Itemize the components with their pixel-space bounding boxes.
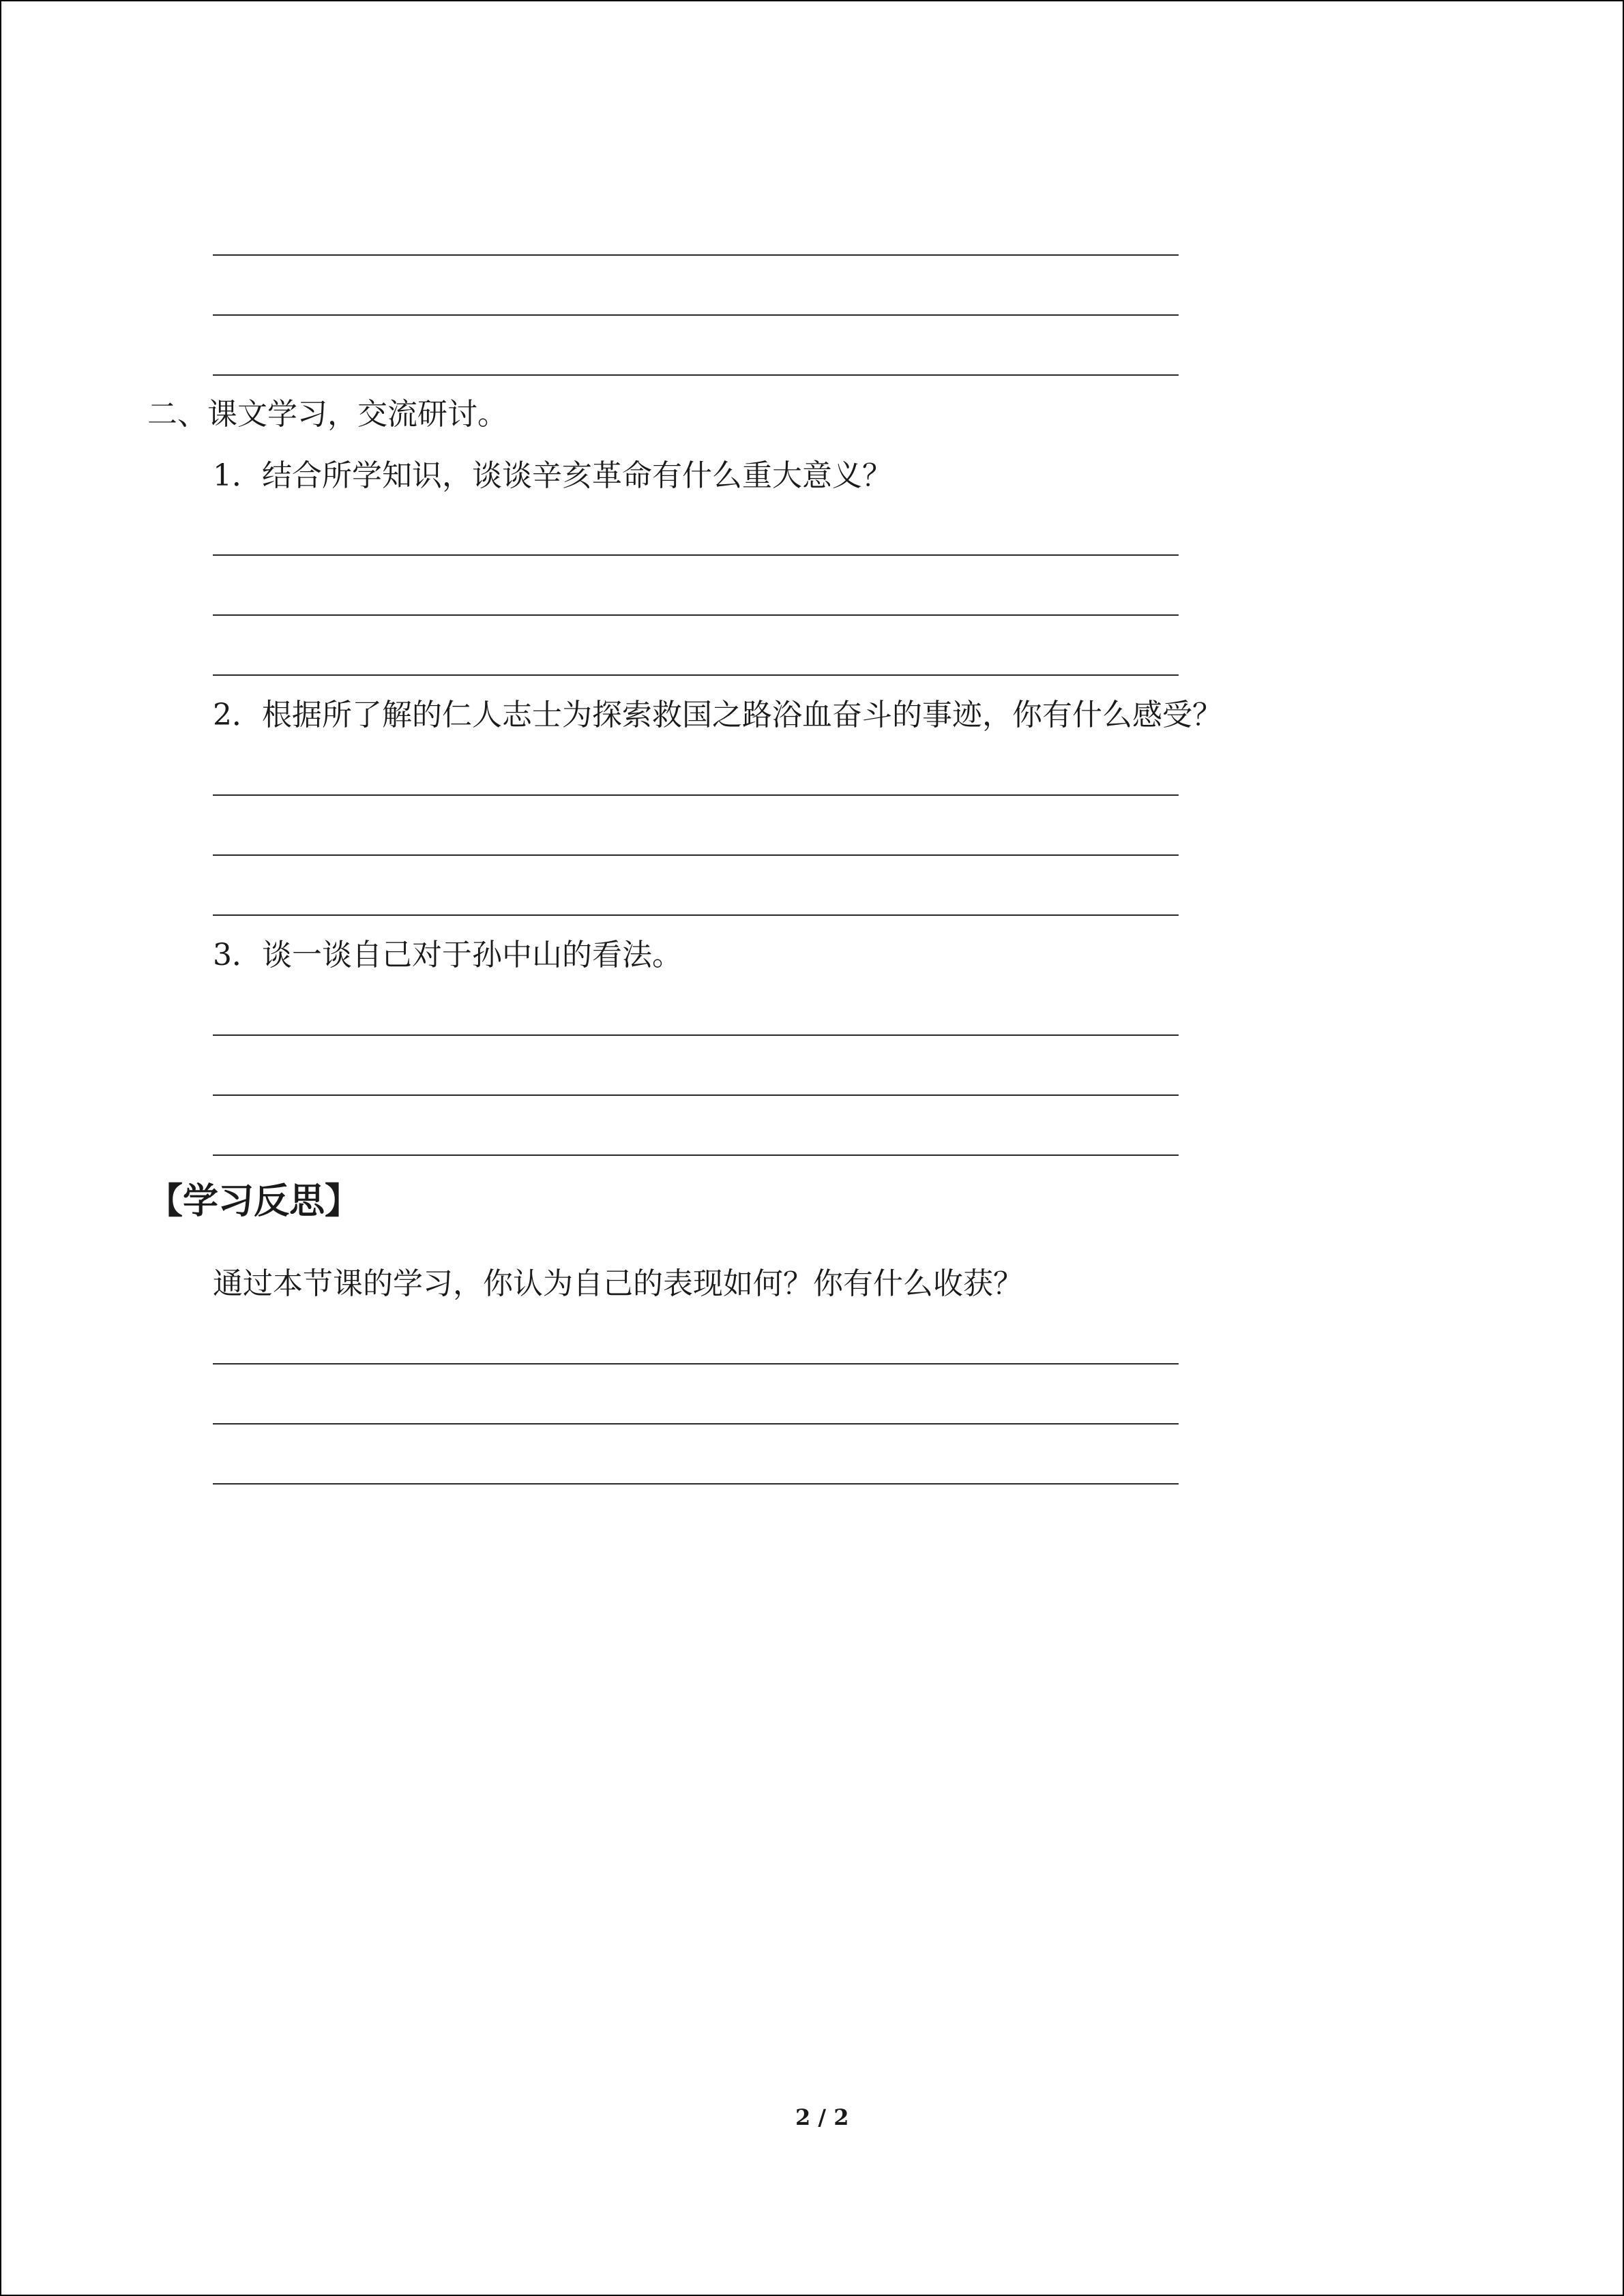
answer-line[interactable] [213,794,1179,796]
reflection-heading: 【学习反思】 [147,1181,361,1222]
question-2: 2．根据所了解的仁人志士为探索救国之路浴血奋斗的事迹，你有什么感受？ [213,698,1222,732]
answer-line[interactable] [213,1483,1179,1485]
answer-line[interactable] [213,314,1179,316]
answer-line[interactable] [213,854,1179,856]
page-number: 2 / 2 [795,2104,849,2130]
answer-line[interactable] [213,1154,1179,1156]
question-3: 3．谈一谈自己对于孙中山的看法。 [213,938,682,972]
section-title: 二、课文学习，交流研讨。 [147,397,507,432]
answer-line[interactable] [213,254,1179,256]
answer-line[interactable] [213,374,1179,376]
answer-line[interactable] [213,1094,1179,1096]
answer-line[interactable] [213,554,1179,556]
answer-line[interactable] [213,914,1179,916]
answer-line[interactable] [213,1034,1179,1036]
answer-line[interactable] [213,1423,1179,1425]
answer-line[interactable] [213,674,1179,676]
reflection-prompt: 通过本节课的学习，你认为自己的表现如何？你有什么收获？ [213,1266,1023,1301]
answer-line[interactable] [213,1363,1179,1365]
answer-line[interactable] [213,614,1179,616]
question-1: 1．结合所学知识，谈谈辛亥革命有什么重大意义？ [213,458,892,493]
